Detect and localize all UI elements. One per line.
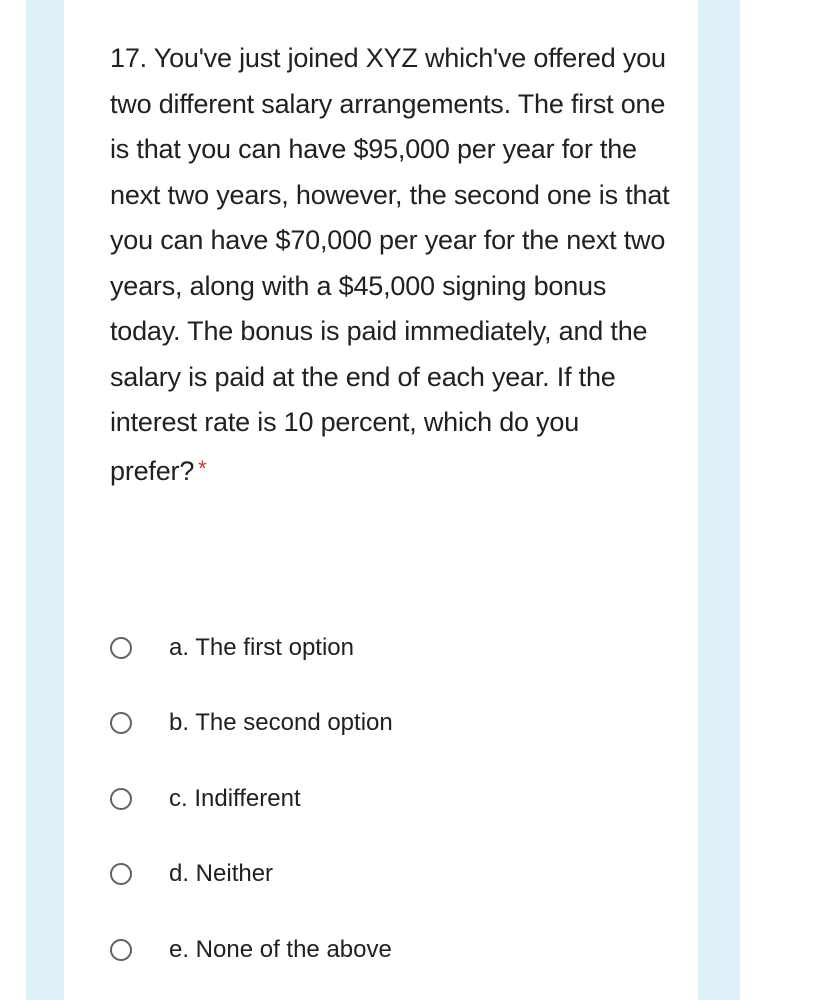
option-d[interactable] bbox=[110, 837, 670, 913]
radio-button-icon[interactable] bbox=[110, 939, 132, 961]
radio-button-icon[interactable] bbox=[110, 788, 132, 810]
question-title bbox=[110, 36, 670, 494]
option-label: e. None of the above bbox=[169, 935, 392, 963]
option-label: d. Neither bbox=[169, 860, 274, 888]
required-indicator: * bbox=[198, 455, 207, 481]
radio-button-icon[interactable] bbox=[110, 637, 132, 659]
option-e[interactable] bbox=[110, 912, 670, 988]
option-c[interactable] bbox=[110, 761, 670, 837]
option-label: b. The second option bbox=[169, 709, 393, 737]
option-label: c. Indifferent bbox=[169, 784, 301, 812]
left-background-strip bbox=[26, 0, 64, 1000]
option-a[interactable] bbox=[110, 610, 670, 686]
radio-group bbox=[110, 610, 670, 988]
radio-button-icon[interactable] bbox=[110, 712, 132, 734]
right-background-strip bbox=[698, 0, 740, 1000]
option-b[interactable] bbox=[110, 686, 670, 762]
option-label: a. The first option bbox=[169, 633, 354, 661]
radio-button-icon[interactable] bbox=[110, 863, 132, 885]
question-text: 17. You've just joined XYZ which've offered you two different salary arrangements. The first one is that you can have $95,000 per year for the next two years, however, the second one is that you can have $70,000 per year for the next two years, along with a $45,000 signing bonus today. The bonus is paid immediately, and the salary is paid at the end of each year. If the interest rate is 10 percent, which do you prefer? bbox=[110, 43, 670, 486]
